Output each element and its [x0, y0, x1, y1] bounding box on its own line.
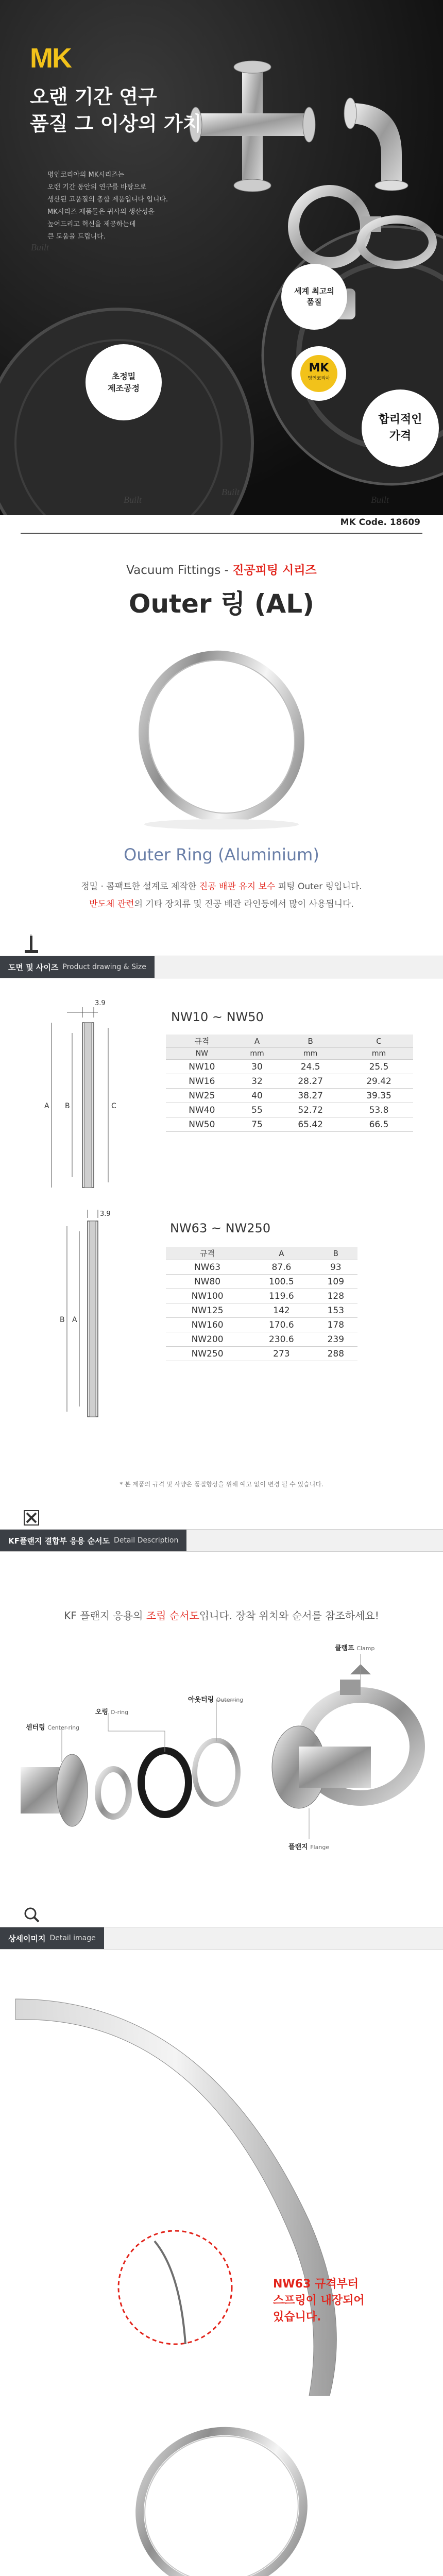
table-cell: 93: [314, 1260, 357, 1275]
section-title-en: Detail Description: [113, 1536, 179, 1545]
section-title: 상세이미지: [8, 1934, 46, 1943]
callout-outer-ring: [188, 1694, 243, 1704]
table-unit: mm: [276, 1048, 345, 1060]
table-row: [166, 1318, 357, 1332]
table-row: [166, 1060, 413, 1074]
o-ring-part: [141, 1751, 189, 1815]
table-row: [166, 1303, 357, 1318]
table-header: 규격: [166, 1247, 249, 1260]
table-unit: mm: [345, 1048, 413, 1060]
table-cell: NW10: [166, 1060, 238, 1074]
table-cell: NW40: [166, 1103, 238, 1117]
ruler-pencil-icon: [23, 935, 40, 955]
table-cell: NW160: [166, 1318, 249, 1332]
section-tag: [0, 1927, 104, 1949]
callout-clamp: [335, 1642, 374, 1652]
table-header: 규격: [166, 1035, 238, 1048]
hero-title: [30, 83, 267, 137]
dim-c: C: [111, 1102, 116, 1110]
table-cell: NW50: [166, 1117, 238, 1132]
description-line2: [0, 896, 443, 909]
kf-text: 입니다. 장착 위치와 순서를 참조하세요!: [199, 1609, 379, 1622]
callout-flange: [288, 1841, 329, 1851]
detail-note-line1: NW63 규격부터: [273, 2278, 359, 2291]
callout-label-en: Flange: [310, 1844, 330, 1851]
product-code: MK Code. 18609: [340, 517, 420, 528]
table-row: [166, 1347, 357, 1361]
kf-highlight: 조립 순서도: [146, 1609, 199, 1622]
callout-label-en: Clamp: [356, 1645, 375, 1652]
table-cell: 65.42: [276, 1117, 345, 1132]
callout-label: 아웃터링: [188, 1696, 214, 1704]
hero-banner: [0, 0, 443, 515]
badge-price-line1: 합리적인: [378, 413, 422, 426]
table-cell: 53.8: [345, 1103, 413, 1117]
hero-desc-line: 높여드리고 혁신을 제공하는데: [47, 221, 136, 228]
callout-label: 센터링: [26, 1724, 45, 1732]
description-line1: [0, 879, 443, 892]
dim-b: B: [60, 1316, 65, 1324]
brand-logo: MK: [30, 43, 71, 74]
desc-text: 의 기타 장치류 및 진공 배관 라인등에서 많이 사용됩니다.: [134, 899, 354, 909]
table-cell: 288: [314, 1347, 357, 1361]
table-unit: NW: [166, 1048, 238, 1060]
center-ring-part: [98, 1769, 129, 1817]
table-cell: 38.27: [276, 1089, 345, 1103]
table-row: [166, 1074, 413, 1089]
dim-thickness: 3.9: [100, 1210, 111, 1218]
hero-description: [47, 169, 223, 243]
table-cell: 55: [238, 1103, 276, 1117]
hero-desc-line: 오랜 기간 동안의 연구를 바탕으로: [47, 183, 147, 191]
section-header-kf: [0, 1529, 443, 1552]
outer-ring-side-image: [129, 2421, 314, 2576]
badge-quality: [281, 264, 347, 330]
table-cell: 119.6: [249, 1289, 314, 1303]
table-cell: NW125: [166, 1303, 249, 1318]
callout-center-ring: [26, 1722, 79, 1732]
desc-text: 정밀 · 콤팩트한 설계로 제작한: [81, 882, 199, 892]
table-cell: NW100: [166, 1289, 249, 1303]
dim-thickness: 3.9: [95, 999, 106, 1007]
table-cell: 128: [314, 1289, 357, 1303]
table-cell: 273: [249, 1347, 314, 1361]
table-cell: 75: [238, 1117, 276, 1132]
table-cell: 109: [314, 1275, 357, 1289]
section-header-detail: [0, 1927, 443, 1950]
cross-tools-icon: [23, 1507, 40, 1528]
badge-quality-line1: 세계 최고의: [294, 286, 334, 296]
detail-highlight-circle: [118, 2231, 232, 2344]
product-subtitle: Outer Ring (Aluminium): [124, 845, 319, 865]
watermark: Built: [31, 242, 49, 252]
table-cell: 29.42: [345, 1074, 413, 1089]
section-title: KF플랜지 결합부 응용 순서도: [8, 1536, 110, 1546]
outer-ring-product-image: [129, 639, 314, 835]
table-cell: NW16: [166, 1074, 238, 1089]
table-cell: 28.27: [276, 1074, 345, 1089]
mk-badge-text: MK: [309, 362, 329, 375]
hero-desc-line: MK시리즈 제품들은 귀사의 생산성을: [47, 208, 155, 216]
technical-drawing-nw63-nw250: [57, 1206, 139, 1432]
callout-label: 오링: [95, 1708, 109, 1716]
technical-drawing-nw10-nw50: [36, 992, 139, 1198]
table-cell: 153: [314, 1303, 357, 1318]
table1-title: NW10 ~ NW50: [171, 1010, 264, 1024]
magnifier-icon: [23, 1904, 40, 1925]
callout-label-en: O-ring: [110, 1709, 129, 1716]
mk-badge-sub: 명인코리아: [308, 376, 330, 381]
kf-description: [0, 1607, 443, 1622]
hero-desc-line: 생산된 고품질의 총합 제품입니다 입니다.: [47, 196, 168, 204]
callout-label-en: Outerring: [216, 1697, 244, 1703]
mk-logo-badge: [300, 355, 337, 392]
hero-title-line2: 품질 그 이상의 가치: [30, 112, 202, 135]
product-title: Outer 링 (AL): [129, 589, 314, 619]
table-header: B: [314, 1247, 357, 1260]
table-cell: 230.6: [249, 1332, 314, 1347]
badge-process-line2: 제조공정: [108, 383, 140, 393]
callout-o-ring: [95, 1706, 128, 1716]
table-cell: 52.72: [276, 1103, 345, 1117]
table-row: [166, 1103, 413, 1117]
callout-label: 플랜지: [288, 1843, 308, 1851]
table-cell: NW200: [166, 1332, 249, 1347]
table-cell: 40: [238, 1089, 276, 1103]
table-cell: 142: [249, 1303, 314, 1318]
table-cell: 100.5: [249, 1275, 314, 1289]
table-cell: 170.6: [249, 1318, 314, 1332]
table-row: [166, 1260, 357, 1275]
table-cell: 30: [238, 1060, 276, 1074]
watermark: Built: [124, 495, 142, 505]
section-tag: [0, 956, 155, 978]
left-flange-part: [21, 1754, 88, 1826]
section-tag: [0, 1530, 186, 1551]
badge-process: [86, 344, 162, 420]
hero-title-line1: 오랜 기간 연구: [30, 86, 157, 108]
table-cell: NW250: [166, 1347, 249, 1361]
table-cell: 25.5: [345, 1060, 413, 1074]
detail-note-line2: 스프링이 내장되어 있습니다.: [273, 2294, 365, 2324]
detail-closeup-image: [0, 1953, 443, 2396]
table-row: [166, 1089, 413, 1103]
spec-note: * 본 제품의 규격 및 사양은 품질향상을 위해 예고 없이 변경 될 수 있습니다.: [120, 1481, 323, 1488]
badge-price-line2: 가격: [389, 430, 412, 443]
dim-a: A: [44, 1102, 49, 1110]
table-row: [166, 1117, 413, 1132]
table-cell: NW80: [166, 1275, 249, 1289]
section-title-en: Product drawing & Size: [62, 963, 146, 971]
table2-title: NW63 ~ NW250: [170, 1221, 271, 1235]
table-cell: NW25: [166, 1089, 238, 1103]
table-header: B: [276, 1035, 345, 1048]
section-header-drawing: [0, 956, 443, 978]
table-cell: 87.6: [249, 1260, 314, 1275]
outer-ring-part: [195, 1740, 238, 1804]
watermark: Built: [371, 495, 389, 505]
badge-price: [362, 389, 439, 467]
detail-note: [273, 2276, 376, 2326]
table-cell: NW63: [166, 1260, 249, 1275]
table-row: [166, 1275, 357, 1289]
watermark: Built: [222, 487, 240, 497]
desc-highlight: 진공 배관 유지 보수: [199, 882, 276, 892]
table-header: C: [345, 1035, 413, 1048]
callout-label-en: Center-ring: [47, 1724, 80, 1731]
section-title-en: Detail image: [49, 1934, 96, 1942]
badge-process-line1: 초정밀: [111, 371, 136, 381]
table-cell: 66.5: [345, 1117, 413, 1132]
desc-text: 피팅 Outer 링입니다.: [275, 882, 362, 892]
series-prefix: Vacuum Fittings -: [126, 564, 233, 577]
series-name: 진공피팅 시리즈: [232, 564, 317, 577]
series-label: [0, 561, 443, 578]
kf-text: KF 플랜지 응용의: [64, 1609, 146, 1622]
table-header: A: [238, 1035, 276, 1048]
spec-table-nw63-nw250: [166, 1247, 357, 1361]
hero-desc-line: 명인코리아의 MK시리즈는: [47, 171, 125, 179]
table-cell: 32: [238, 1074, 276, 1089]
table-header: A: [249, 1247, 314, 1260]
section-title: 도면 및 사이즈: [8, 962, 59, 972]
divider: [21, 533, 422, 534]
dim-b: B: [65, 1102, 70, 1110]
badge-mk: [292, 346, 346, 401]
table-unit: mm: [238, 1048, 276, 1060]
dim-a: A: [72, 1316, 77, 1324]
kf-assembly-diagram: [0, 1638, 443, 1875]
spec-table-nw10-nw50: [166, 1035, 413, 1132]
badge-quality-line2: 품질: [306, 297, 322, 307]
table-cell: 39.35: [345, 1089, 413, 1103]
desc-highlight: 반도체 관련: [89, 899, 134, 909]
table-row: [166, 1289, 357, 1303]
table-cell: 239: [314, 1332, 357, 1347]
table-row: [166, 1332, 357, 1347]
callout-label: 클램프: [335, 1645, 354, 1652]
hero-desc-line: 큰 도움을 드립니다.: [47, 233, 106, 241]
table-cell: 24.5: [276, 1060, 345, 1074]
table-cell: 178: [314, 1318, 357, 1332]
